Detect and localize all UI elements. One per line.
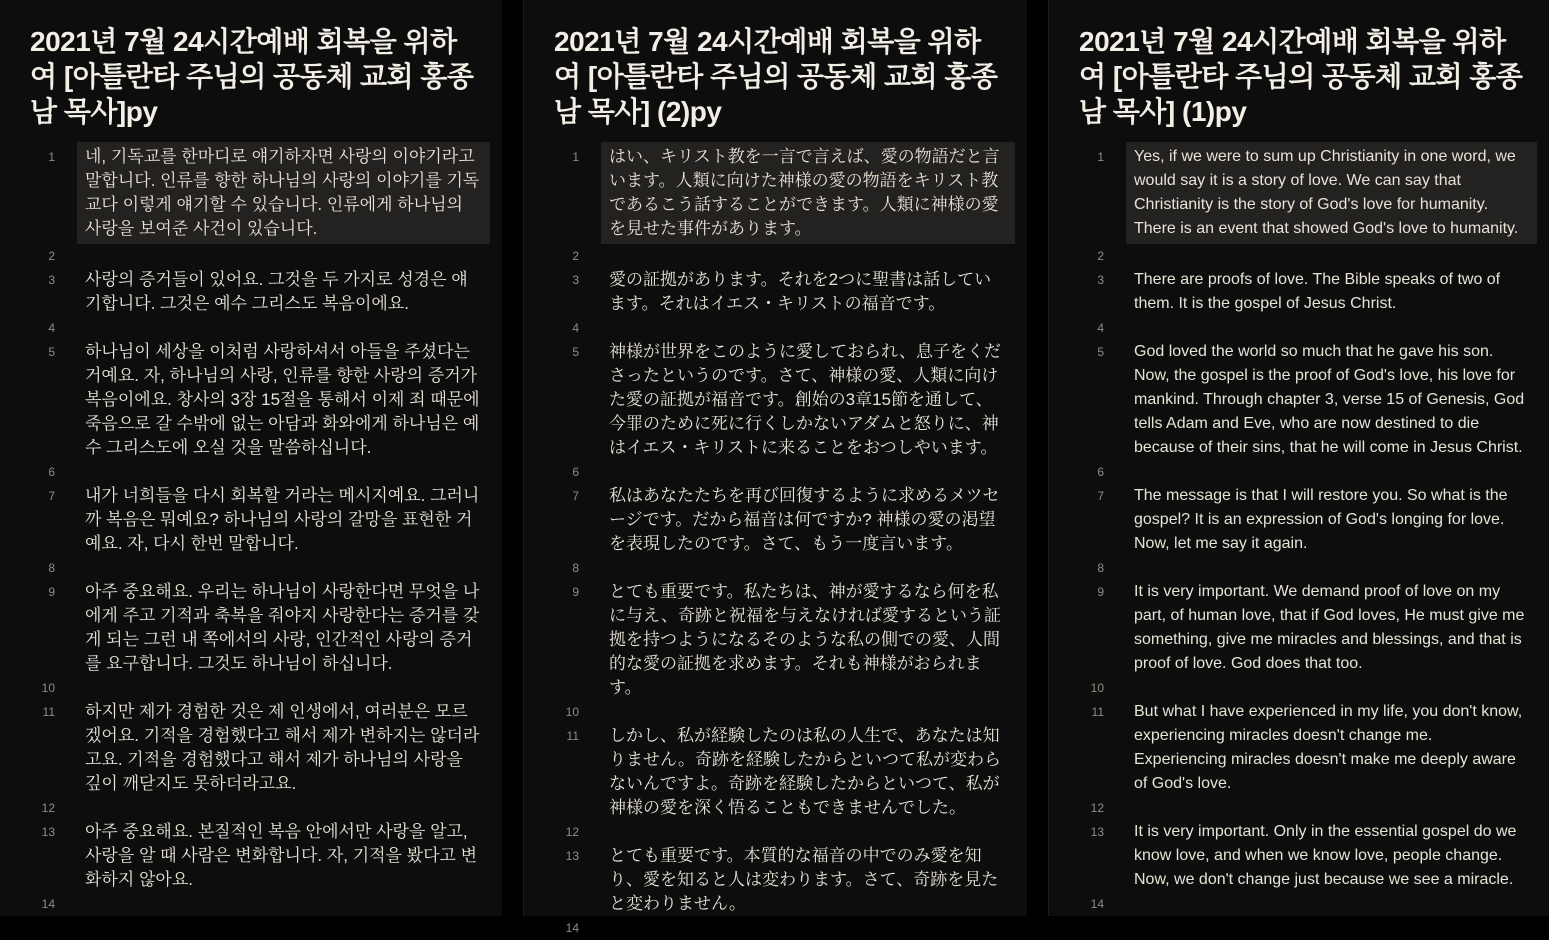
paragraph-text[interactable] <box>1126 316 1537 340</box>
line-number: 8 <box>572 561 579 575</box>
paragraph-row <box>554 820 1007 844</box>
paragraph-text[interactable]: 私はあなたたちを再び回復するように求めるメツセージです。だから福音は何ですか? 神様の愛の渇望を表現したのです。さて、もう一度言います。 <box>609 486 1000 553</box>
paragraph-row <box>1079 700 1529 796</box>
line-number: 14 <box>565 921 579 935</box>
paragraph-row <box>30 340 482 460</box>
paragraph-text[interactable]: とても重要です。本質的な福音の中でのみ愛を知り、愛を知ると人は変わります。さて、奇跡を見たと変わりません。 <box>609 846 999 913</box>
paragraph-text[interactable]: 사랑의 증거들이 있어요. 그것을 두 가지로 성경은 얘기합니다. 그것은 예수 그리스도 복음이에요. <box>85 270 468 313</box>
paragraph-row <box>30 556 482 580</box>
line-number: 3 <box>1097 273 1104 287</box>
paragraph-row <box>30 892 482 916</box>
paragraph-text[interactable] <box>601 244 1015 268</box>
paragraph-row <box>554 145 1007 244</box>
line-number: 10 <box>1090 681 1104 695</box>
line-number: 5 <box>48 345 55 359</box>
paragraph-row <box>554 700 1007 724</box>
paragraph-text[interactable]: It is very important. We demand proof of love on my part, of human love, that if God loves, He must give me something, give me miracles and blessings, and that is proof of love. God does that too. <box>1134 583 1525 672</box>
paragraph-row <box>1079 676 1529 700</box>
paragraph-row <box>30 796 482 820</box>
paragraph-text[interactable] <box>77 892 490 916</box>
line-number: 5 <box>1097 345 1104 359</box>
paragraph-text[interactable] <box>1126 676 1537 700</box>
paragraph-row <box>30 460 482 484</box>
line-number: 9 <box>572 585 579 599</box>
line-number: 13 <box>1090 825 1104 839</box>
paragraph-text[interactable]: There are proofs of love. The Bible speaks of two of them. It is the gospel of Jesus Christ. <box>1134 271 1501 312</box>
paragraph-text[interactable] <box>1126 244 1537 268</box>
paragraph-row <box>30 484 482 556</box>
paragraph-row <box>30 316 482 340</box>
line-number: 6 <box>572 465 579 479</box>
paragraph-row <box>30 820 482 892</box>
line-number: 8 <box>1097 561 1104 575</box>
line-number: 10 <box>41 681 55 695</box>
paragraph-text[interactable]: 하지만 제가 경험한 것은 제 인생에서, 여러분은 모르겠어요. 기적을 경험했다고 해서 제가 변하지는 않더라고요. 기적을 경험했다고 해서 제가 하나님의 사랑을 깊이 깨닫지도 못하더라고요. <box>85 702 480 793</box>
paragraph-list-japanese <box>554 145 1007 940</box>
line-number: 4 <box>1097 321 1104 335</box>
paragraph-text-selected[interactable]: Yes, if we were to sum up Christianity in one word, we would say it is a story of love. We can say that Christianity is the story of God's love for humanity. There is an event that showed God's love to humanity. <box>1126 142 1537 244</box>
paragraph-row <box>1079 580 1529 676</box>
line-number: 3 <box>48 273 55 287</box>
line-number: 4 <box>572 321 579 335</box>
line-number: 2 <box>572 249 579 263</box>
line-number: 14 <box>41 897 55 911</box>
line-number: 3 <box>572 273 579 287</box>
paragraph-row <box>30 580 482 676</box>
paragraph-text[interactable] <box>601 820 1015 844</box>
paragraph-row <box>1079 268 1529 316</box>
line-number: 9 <box>1097 585 1104 599</box>
paragraph-text[interactable]: とても重要です。私たちは、神が愛するなら何を私に与え、奇跡と祝福を与えなければ愛するという証拠を持つようになるそのような私の側での愛、人間的な愛の証拠を求めます。それも神様がおられます。 <box>609 582 1002 697</box>
line-number: 13 <box>41 825 55 839</box>
paragraph-row <box>1079 892 1529 916</box>
paragraph-row <box>1079 820 1529 892</box>
paragraph-list-english <box>1079 145 1529 916</box>
paragraph-row <box>1079 316 1529 340</box>
paragraph-text[interactable]: 愛の証拠があります。それを2つに聖書は話しています。それはイエス・キリストの福音です。 <box>609 270 992 313</box>
line-number: 12 <box>1090 801 1104 815</box>
paragraph-text[interactable] <box>601 700 1015 724</box>
panel-japanese <box>523 0 1027 935</box>
paragraph-text[interactable]: It is very important. Only in the essential gospel do we know love, and when we know love, people change. Now, we don't change just because we see a miracle. <box>1134 823 1517 888</box>
paragraph-text[interactable]: 아주 중요해요. 본질적인 복음 안에서만 사랑을 알고, 사랑을 알 때 사람은 변화합니다. 자, 기적을 봤다고 변화하지 않아요. <box>85 822 478 889</box>
paragraph-text[interactable]: God loved the world so much that he gave his son. Now, the gospel is the proof of God's love, his love for mankind. Through chapter 3, verse 15 of Genesis, God tells Adam and Eve, who are now destined to die because of their sins, that he will come in Jesus Christ. <box>1134 343 1525 456</box>
line-number: 1 <box>572 150 579 164</box>
line-number: 4 <box>48 321 55 335</box>
line-number: 10 <box>565 705 579 719</box>
paragraph-text[interactable] <box>77 316 490 340</box>
line-number: 1 <box>1097 150 1104 164</box>
paragraph-row <box>30 676 482 700</box>
line-number: 7 <box>48 489 55 503</box>
line-number: 14 <box>1090 897 1104 911</box>
document-title-english: 2021년 7월 24시간예배 회복을 위하여 [아틀란타 주님의 공동체 교회 홍종남 목사] (1)py <box>1079 26 1523 127</box>
paragraph-row <box>1079 340 1529 460</box>
line-number: 2 <box>1097 249 1104 263</box>
line-number: 8 <box>48 561 55 575</box>
document-title-japanese: 2021년 7월 24시간예배 회복을 위하여 [아틀란타 주님의 공동체 교회 홍종남 목사] (2)py <box>554 26 998 127</box>
paragraph-text[interactable] <box>601 460 1015 484</box>
paragraph-row <box>1079 145 1529 244</box>
paragraph-row <box>30 244 482 268</box>
paragraph-text[interactable] <box>1126 460 1537 484</box>
paragraph-text[interactable] <box>77 796 490 820</box>
paragraph-row <box>1079 244 1529 268</box>
paragraph-row <box>1079 484 1529 556</box>
paragraph-text[interactable] <box>77 460 490 484</box>
paragraph-text-selected[interactable]: はい、キリスト教を一言で言えば、愛の物語だと言います。人類に向けた神様の愛の物語をキリスト教であるこう話することができます。人類に神様の愛を見せた事件があります。 <box>601 142 1015 244</box>
panel-korean <box>0 0 502 916</box>
paragraph-text[interactable] <box>601 916 1015 940</box>
line-number: 12 <box>565 825 579 839</box>
paragraph-text-selected[interactable]: 네, 기독교를 한마디로 얘기하자면 사랑의 이야기라고 말합니다. 인류를 향한 하나님의 사랑의 이야기를 기독교다 이렇게 얘기할 수 있습니다. 인류에게 하나님의 사랑을 보여준 사건이 있습니다. <box>77 142 490 244</box>
document-title-korean: 2021년 7월 24시간예배 회복을 위하여 [아틀란타 주님의 공동체 교회 홍종남 목사]py <box>30 26 474 127</box>
line-number: 6 <box>1097 465 1104 479</box>
paragraph-row <box>30 268 482 316</box>
paragraph-text[interactable] <box>77 676 490 700</box>
paragraph-text[interactable] <box>1126 892 1537 916</box>
line-number: 13 <box>565 849 579 863</box>
paragraph-row <box>1079 460 1529 484</box>
paragraph-text[interactable] <box>1126 796 1537 820</box>
paragraph-row <box>554 244 1007 268</box>
line-number: 11 <box>566 729 579 743</box>
line-number: 6 <box>48 465 55 479</box>
line-number: 1 <box>48 150 55 164</box>
paragraph-text[interactable]: 神様が世界をこのように愛しておられ、息子をくださったというのです。さて、神様の愛、人類に向けた愛の証拠が福音です。創始の3章15節を通して、今罪のために死に行くしかないアダムと怒りに、神はイエス・キリストに来ることをおつしやいます。 <box>609 342 1002 457</box>
paragraph-text[interactable] <box>1126 556 1537 580</box>
paragraph-row <box>554 340 1007 460</box>
paragraph-row <box>1079 556 1529 580</box>
paragraph-text[interactable]: But what I have experienced in my life, you don't know, experiencing miracles doesn't change me. Experiencing miracles doesn't make me deeply aware of God's love. <box>1134 703 1523 792</box>
line-number: 11 <box>42 705 55 719</box>
paragraph-row <box>30 145 482 244</box>
paragraph-text[interactable]: しかし、私が経験したのは私の人生で、あなたは知りません。奇跡を経験したからといつて私が変わらないんですよ。奇跡を経験したからといつて、私が神様の愛を深く悟ることもできませんでした。 <box>609 726 1002 817</box>
line-number: 5 <box>572 345 579 359</box>
panel-english <box>1048 0 1549 916</box>
paragraph-row <box>30 700 482 796</box>
paragraph-text[interactable]: The message is that I will restore you. So what is the gospel? It is an expression of God's longing for love. Now, let me say it again. <box>1134 487 1508 552</box>
line-number: 7 <box>1097 489 1104 503</box>
paragraph-text[interactable] <box>601 316 1015 340</box>
paragraph-row <box>554 724 1007 820</box>
line-number: 12 <box>41 801 55 815</box>
line-number: 11 <box>1091 705 1104 719</box>
line-number: 2 <box>48 249 55 263</box>
paragraph-row <box>554 916 1007 940</box>
paragraph-text[interactable]: 아주 중요해요. 우리는 하나님이 사랑한다면 무엇을 나에게 주고 기적과 축복을 줘야지 사랑한다는 증거를 갖게 되는 그런 내 쪽에서의 사랑, 인간적인 사랑의 증거를 요구합니다. 그것도 하나님이 하십니다. <box>85 582 480 673</box>
paragraph-row <box>554 844 1007 916</box>
paragraph-row <box>554 460 1007 484</box>
paragraph-row <box>554 580 1007 700</box>
paragraph-text[interactable] <box>77 244 490 268</box>
line-number: 9 <box>48 585 55 599</box>
line-number: 7 <box>572 489 579 503</box>
paragraph-row <box>554 556 1007 580</box>
paragraph-row <box>1079 796 1529 820</box>
paragraph-text[interactable]: 내가 너희들을 다시 회복할 거라는 메시지예요. 그러니까 복음은 뭐예요? 하나님의 사랑의 갈망을 표현한 거예요. 자, 다시 한번 말합니다. <box>85 486 480 553</box>
paragraph-row <box>554 484 1007 556</box>
paragraph-text[interactable]: 하나님이 세상을 이처럼 사랑하셔서 아들을 주셨다는 거예요. 자, 하나님의 사랑, 인류를 향한 사랑의 증거가 복음이에요. 창사의 3장 15절을 통해서 이제 죄 때문에 죽음으로 갈 수밖에 없는 아담과 화와에게 하나님은 예수 그리스도에 오실 것을 말씀하십니다. <box>85 342 480 457</box>
paragraph-text[interactable] <box>77 556 490 580</box>
paragraph-row <box>554 268 1007 316</box>
paragraph-list-korean <box>30 145 482 916</box>
paragraph-row <box>554 316 1007 340</box>
paragraph-text[interactable] <box>601 556 1015 580</box>
